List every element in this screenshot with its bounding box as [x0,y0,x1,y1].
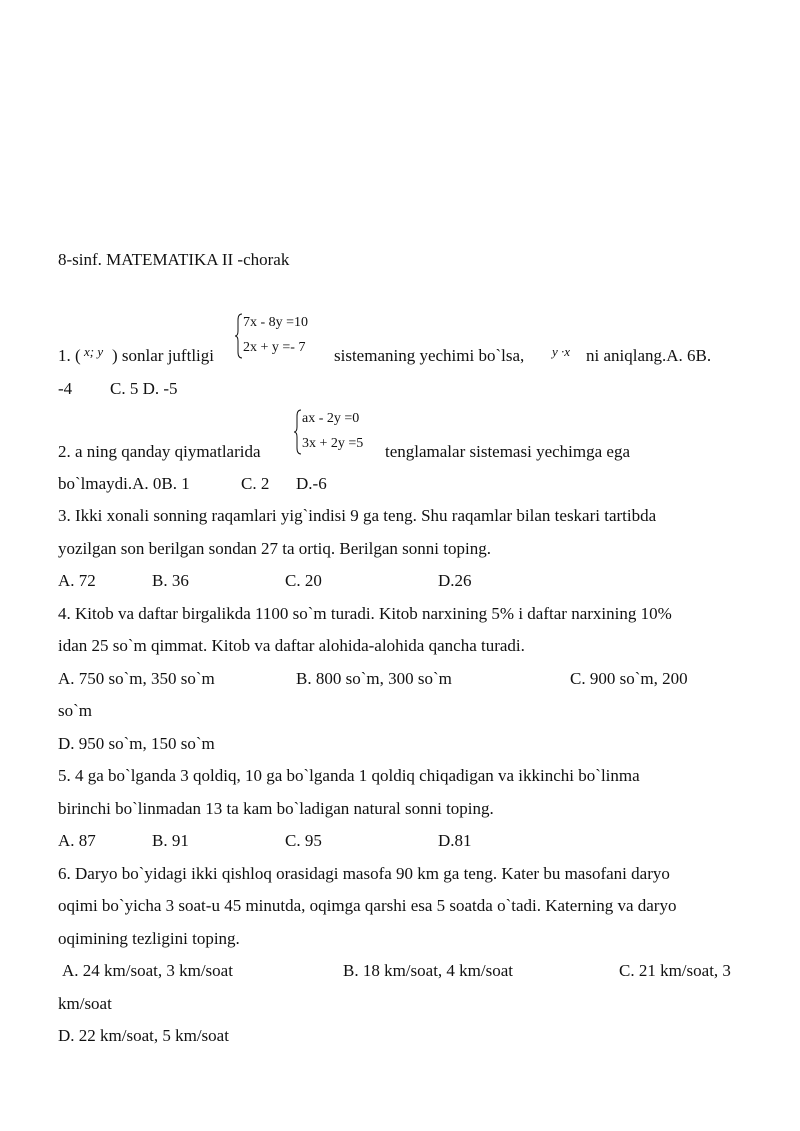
q5-option-a: A. 87 [58,831,96,850]
q2-line2-a: bo`lmaydi.A. 0B. 1 [58,474,190,493]
q1-prefix: 1. ( [58,346,81,365]
q2-equation-1: ax - 2y =0 [302,411,360,426]
q3-option-c: C. 20 [285,571,322,590]
q4-option-d: D. 950 so`m, 150 so`m [58,734,215,753]
q4-line-2: idan 25 so`m qimmat. Kitob va daftar alohida-alohida qancha turadi. [58,636,525,655]
q1-tail: ni aniqlang.A. 6B. [586,346,712,365]
q5-option-c: C. 95 [285,831,322,850]
q1-pair: x; y [84,344,104,359]
q6-option-b: B. 18 km/soat, 4 km/soat [343,961,513,980]
q4-option-a: A. 750 so`m, 350 so`m [58,669,215,688]
q2-prefix: 2. a ning qanday qiymatlarida [58,442,261,461]
q2-line2-b: C. 2 [241,474,270,493]
q1-equation-2: 2x + y =- 7 [243,340,306,355]
q1-equation-system [234,312,334,360]
q3-line-2: yozilgan son berilgan sondan 27 ta ortiq. Berilgan sonni toping. [58,539,491,558]
page-title: 8-sinf. MATEMATIKA II -chorak [58,250,290,269]
q1-after: sistemaning yechimi bo`lsa, [334,346,525,365]
q2-equation-system [293,408,383,456]
q6-option-c: C. 21 km/soat, 3 [619,961,731,980]
q3-option-d: D.26 [438,571,472,590]
q4-option-b: B. 800 so`m, 300 so`m [296,669,452,688]
q5-option-d: D.81 [438,831,472,850]
q1-option-b-value: -4 [58,379,73,398]
q4-option-c: C. 900 so`m, 200 [570,669,688,688]
q6-line-1: 6. Daryo bo`yidagi ikki qishloq orasidagi masofa 90 km ga teng. Kater bu masofani daryo [58,864,670,883]
q5-line-1: 5. 4 ga bo`lganda 3 qoldiq, 10 ga bo`lganda 1 qoldiq chiqadigan va ikkinchi bo`linma [58,766,640,785]
q5-option-b: B. 91 [152,831,189,850]
q2-after: tenglamalar sistemasi yechimga ega [385,442,630,461]
q2-line2-c: D.-6 [296,474,327,493]
q4-line-1: 4. Kitob va daftar birgalikda 1100 so`m turadi. Kitob narxining 5% i daftar narxining 10% [58,604,672,623]
q6-option-c-continued: km/soat [58,994,112,1013]
q6-line-3: oqimining tezligini toping. [58,929,240,948]
q3-option-a: A. 72 [58,571,96,590]
q3-option-b: B. 36 [152,571,189,590]
q2-equation-2: 3x + 2y =5 [302,436,364,451]
q1-options-cd: C. 5 D. -5 [110,379,178,398]
q1-equation-1: 7x - 8y =10 [243,315,309,330]
q5-line-2: birinchi bo`linmadan 13 ta kam bo`ladigan natural sonni toping. [58,799,494,818]
q6-line-2: oqimi bo`yicha 3 soat-u 45 minutda, oqimga qarshi esa 5 soatda o`tadi. Katerning va daryo [58,896,677,915]
q6-option-a: A. 24 km/soat, 3 km/soat [62,961,233,980]
q3-line-1: 3. Ikki xonali sonning raqamlari yig`indisi 9 ga teng. Shu raqamlar bilan teskari tartibda [58,506,657,525]
q4-option-c-continued: so`m [58,701,92,720]
q1-mid: ) sonlar juftligi [112,346,214,365]
q1-expression: y ·x [552,344,571,359]
q6-option-d: D. 22 km/soat, 5 km/soat [58,1026,229,1045]
